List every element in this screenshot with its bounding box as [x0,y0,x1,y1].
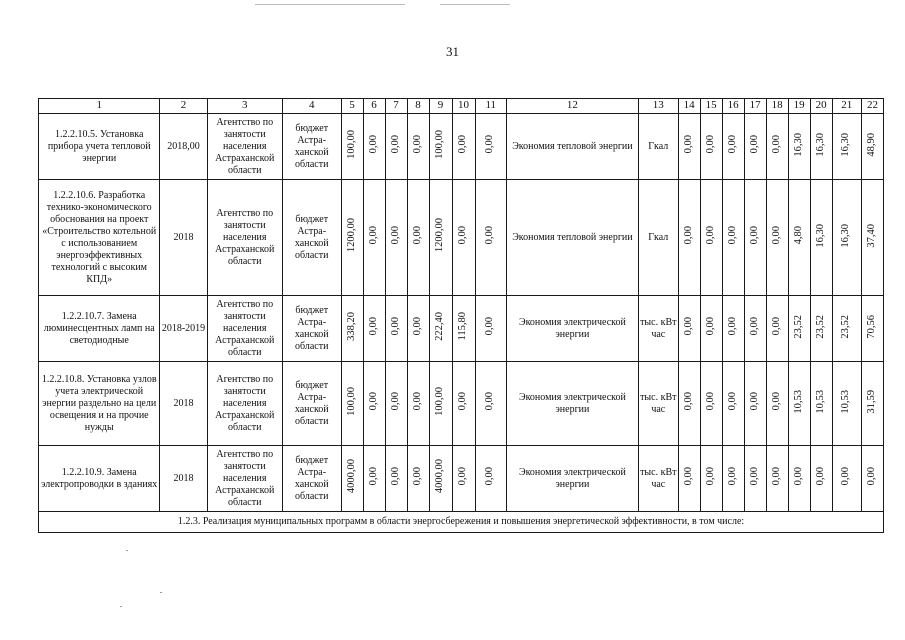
column-number: 6 [363,99,385,114]
scan-top-line [440,4,510,5]
value-cell: 0,00 [407,362,429,446]
table-row [39,114,884,180]
value-cell: 100,00 [429,114,452,180]
value-cell: 0,00 [475,180,506,296]
column-number: 11 [475,99,506,114]
column-number: 19 [788,99,810,114]
measure-name: 1.2.2.10.7. Замена люминесцентных ламп на светодиодные [39,296,160,362]
value-cell: 0,00 [722,296,744,362]
indicator-cell: Экономия электрической энергии [506,446,638,512]
value-cell: 0,00 [744,180,766,296]
value-cell: 0,00 [475,362,506,446]
value-cell: 0,00 [452,114,475,180]
year-cell: 2018 [160,362,207,446]
unit-cell: Гкал [638,180,678,296]
column-number: 5 [341,99,363,114]
value-cell: 0,00 [788,446,810,512]
value-cell: 222,40 [429,296,452,362]
value-cell: 0,00 [722,114,744,180]
value-cell: 16,30 [832,114,861,180]
column-number: 7 [385,99,407,114]
measure-name: 1.2.2.10.9. Замена электропроводки в зданиях [39,446,160,512]
measure-name: 1.2.2.10.5. Установка прибора учета тепловой энергии [39,114,160,180]
indicator-cell: Экономия тепловой энергии [506,114,638,180]
value-cell: 100,00 [341,362,363,446]
table-row [39,446,884,512]
scan-speck [160,592,162,593]
funding-source-cell: бюджет Астраханской области [282,362,341,446]
executor-cell: Агентство по занятости населения Астраханской области [207,296,282,362]
column-number: 1 [39,99,160,114]
value-cell: 70,56 [861,296,883,362]
scan-speck [120,606,122,607]
value-cell: 0,00 [810,446,832,512]
column-number: 22 [861,99,883,114]
value-cell: 0,00 [744,362,766,446]
year-cell: 2018 [160,180,207,296]
indicator-cell: Экономия электрической энергии [506,362,638,446]
value-cell: 0,00 [363,114,385,180]
value-cell: 10,53 [810,362,832,446]
value-cell: 0,00 [766,180,788,296]
value-cell: 10,53 [788,362,810,446]
section-footer-row [39,512,884,533]
funding-source-cell: бюджет Астраханской области [282,296,341,362]
value-cell: 0,00 [678,446,700,512]
unit-cell: Гкал [638,114,678,180]
value-cell: 4,80 [788,180,810,296]
value-cell: 0,00 [407,296,429,362]
column-number: 12 [506,99,638,114]
funding-source-cell: бюджет Астраханской области [282,114,341,180]
value-cell: 0,00 [678,362,700,446]
value-cell: 0,00 [385,446,407,512]
year-cell: 2018,00 [160,114,207,180]
column-number: 15 [700,99,722,114]
year-cell: 2018-2019 [160,296,207,362]
value-cell: 0,00 [744,446,766,512]
value-cell: 31,59 [861,362,883,446]
value-cell: 0,00 [407,446,429,512]
column-number-row [39,99,884,114]
table-row [39,296,884,362]
value-cell: 0,00 [678,296,700,362]
indicator-cell: Экономия тепловой энергии [506,180,638,296]
measure-name: 1.2.2.10.6. Разработка технико-экономического обоснования на проект «Строительство котельной с использованием энергоэффективных технологий с высоким КПД» [39,180,160,296]
value-cell: 0,00 [700,114,722,180]
value-cell: 0,00 [678,180,700,296]
unit-cell: тыс. кВт час [638,296,678,362]
value-cell: 10,53 [832,362,861,446]
value-cell: 0,00 [722,446,744,512]
value-cell: 0,00 [475,446,506,512]
column-number: 13 [638,99,678,114]
unit-cell: тыс. кВт час [638,446,678,512]
value-cell: 0,00 [700,180,722,296]
column-number: 20 [810,99,832,114]
value-cell: 23,52 [788,296,810,362]
value-cell: 115,80 [452,296,475,362]
value-cell: 1200,00 [341,180,363,296]
value-cell: 0,00 [832,446,861,512]
indicator-cell: Экономия электрической энергии [506,296,638,362]
executor-cell: Агентство по занятости населения Астраханской области [207,362,282,446]
funding-source-cell: бюджет Астраханской области [282,446,341,512]
value-cell: 100,00 [341,114,363,180]
value-cell: 0,00 [452,180,475,296]
value-cell: 0,00 [766,114,788,180]
scan-speck [126,550,128,551]
year-cell: 2018 [160,446,207,512]
table-row [39,362,884,446]
value-cell: 0,00 [363,296,385,362]
value-cell: 0,00 [700,362,722,446]
executor-cell: Агентство по занятости населения Астраханской области [207,114,282,180]
measure-name: 1.2.2.10.8. Установка узлов учета электрической энергии раздельно на цели освещения и на прочие нужды [39,362,160,446]
value-cell: 0,00 [407,114,429,180]
column-number: 4 [282,99,341,114]
column-number: 9 [429,99,452,114]
executor-cell: Агентство по занятости населения Астраханской области [207,180,282,296]
column-number: 3 [207,99,282,114]
column-number: 18 [766,99,788,114]
value-cell: 0,00 [766,296,788,362]
value-cell: 0,00 [766,362,788,446]
value-cell: 0,00 [700,296,722,362]
value-cell: 0,00 [475,296,506,362]
table-row [39,180,884,296]
value-cell: 0,00 [744,296,766,362]
column-number: 8 [407,99,429,114]
value-cell: 4000,00 [341,446,363,512]
value-cell: 100,00 [429,362,452,446]
value-cell: 0,00 [363,446,385,512]
unit-cell: тыс. кВт час [638,362,678,446]
value-cell: 0,00 [385,180,407,296]
value-cell: 0,00 [475,114,506,180]
funding-source-cell: бюджет Астраханской области [282,180,341,296]
section-footer: 1.2.3. Реализация муниципальных программ в области энергосбережения и повышения энергетической эффективности, в том числе: [39,512,884,533]
column-number: 14 [678,99,700,114]
value-cell: 0,00 [722,180,744,296]
column-number: 21 [832,99,861,114]
value-cell: 0,00 [363,180,385,296]
value-cell: 0,00 [385,296,407,362]
value-cell: 0,00 [452,446,475,512]
column-number: 16 [722,99,744,114]
value-cell: 16,30 [788,114,810,180]
value-cell: 338,20 [341,296,363,362]
value-cell: 0,00 [385,114,407,180]
value-cell: 0,00 [744,114,766,180]
value-cell: 37,40 [861,180,883,296]
value-cell: 16,30 [810,180,832,296]
value-cell: 0,00 [678,114,700,180]
value-cell: 4000,00 [429,446,452,512]
value-cell: 0,00 [452,362,475,446]
value-cell: 48,90 [861,114,883,180]
page-number: 31 [446,44,459,59]
value-cell: 0,00 [363,362,385,446]
value-cell: 0,00 [385,362,407,446]
value-cell: 23,52 [832,296,861,362]
value-cell: 0,00 [700,446,722,512]
value-cell: 0,00 [722,362,744,446]
program-table [38,98,884,533]
value-cell: 23,52 [810,296,832,362]
value-cell: 1200,00 [429,180,452,296]
value-cell: 0,00 [766,446,788,512]
executor-cell: Агентство по занятости населения Астраханской области [207,446,282,512]
value-cell: 0,00 [407,180,429,296]
value-cell: 16,30 [810,114,832,180]
value-cell: 16,30 [832,180,861,296]
column-number: 2 [160,99,207,114]
column-number: 17 [744,99,766,114]
value-cell: 0,00 [861,446,883,512]
column-number: 10 [452,99,475,114]
scan-top-line [255,4,405,5]
